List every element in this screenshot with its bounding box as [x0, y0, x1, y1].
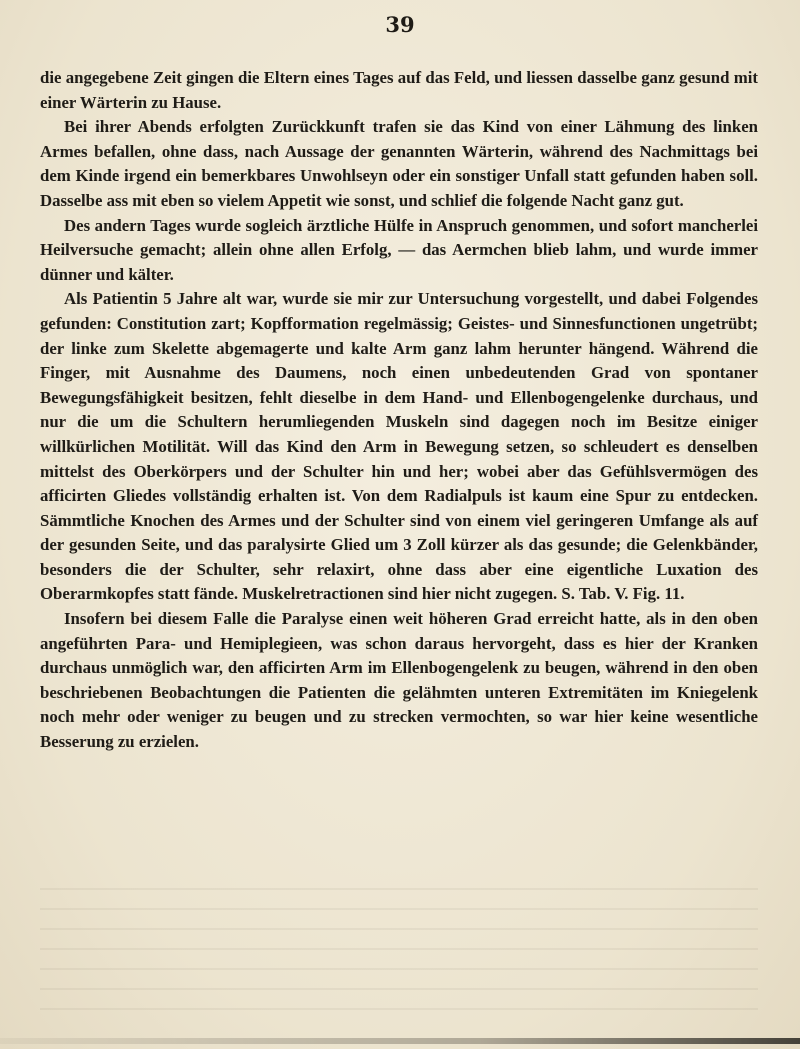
- paragraph-2: Bei ihrer Abends erfolgten Zurückkunft trafen sie das Kind von einer Lähmung des linken Armes befallen, ohne dass, nach Aussage der genannten Wärterin, während des Nachmittags bei dem Kinde irgend ein bemerkbares Unwohlseyn oder ein sonstiger Unfall statt gefunden haben soll. Dasselbe ass mit eben so vielem Appetit wie sonst, und schlief die folgende Nacht ganz gut.: [40, 117, 758, 210]
- page-bottom-edge: [0, 1038, 800, 1044]
- paragraph-3: Des andern Tages wurde sogleich ärztliche Hülfe in Anspruch genommen, und sofort mancherlei Heilversuche gemacht; allein ohne allen Erfolg, — das Aermchen blieb lahm, und wurde immer dünner und kälter.: [40, 215, 758, 284]
- show-through-texture: [40, 870, 758, 1010]
- paragraph-5: Insofern bei diesem Falle die Paralyse einen weit höheren Grad erreicht hatte, als in den oben angeführten Para- und Hemiplegieen, was schon daraus hervorgeht, dass es hier der Kranken durchaus unmöglich war, den afficirten Arm im Ellenbogengelenk zu beugen, während in den oben beschriebenen Beobachtungen die Patienten die gelähmten unteren Extremitäten im Kniegelenk noch mehr oder weniger zu beugen und zu strecken vermochten, so war hier keine wesentliche Besserung zu erzielen.: [40, 609, 758, 752]
- body-text: [40, 66, 758, 755]
- page-number: 39: [385, 12, 415, 37]
- paragraph-1: die angegebene Zeit gingen die Eltern eines Tages auf das Feld, und liessen dasselbe ganz gesund mit einer Wärterin zu Hause.: [40, 68, 758, 112]
- paragraph-4: Als Patientin 5 Jahre alt war, wurde sie mir zur Untersuchung vorgestellt, und dabei Folgendes gefunden: Constitution zart; Kopfformation regelmässig; Geistes- und Sinnesfunctionen ungetrübt; der linke zum Skelette abgemagerte und kalte Arm ganz lahm herunter hängend. Während die Finger, mit Ausnahme des Daumens, noch einen unbedeutenden Grad von spontaner Bewegungsfähigkeit besitzen, fehlt dieselbe in dem Hand- und Ellenbogengelenke durchaus, und nur die um die Schultern herumliegenden Muskeln sind dagegen noch im Besitze einiger willkürlichen Motilität. Will das Kind den Arm in Bewegung setzen, so schleudert es denselben mittelst des Oberkörpers und der Schulter hin und her; wobei aber das Gefühlsvermögen des afficirten Gliedes vollständig erhalten ist. Von dem Radialpuls ist kaum eine Spur zu entdecken. Sämmtliche Knochen des Armes und der Schulter sind von einem viel geringeren Umfange als auf der gesunden Seite, und das paralysirte Glied um 3 Zoll kürzer als das gesunde; die Gelenkbänder, besonders die der Schulter, sehr relaxirt, ohne dass aber eine eigentliche Luxation des Oberarmkopfes statt fände. Muskelretractionen sind hier nicht zugegen. S. Tab. V. Fig. 11.: [40, 289, 758, 604]
